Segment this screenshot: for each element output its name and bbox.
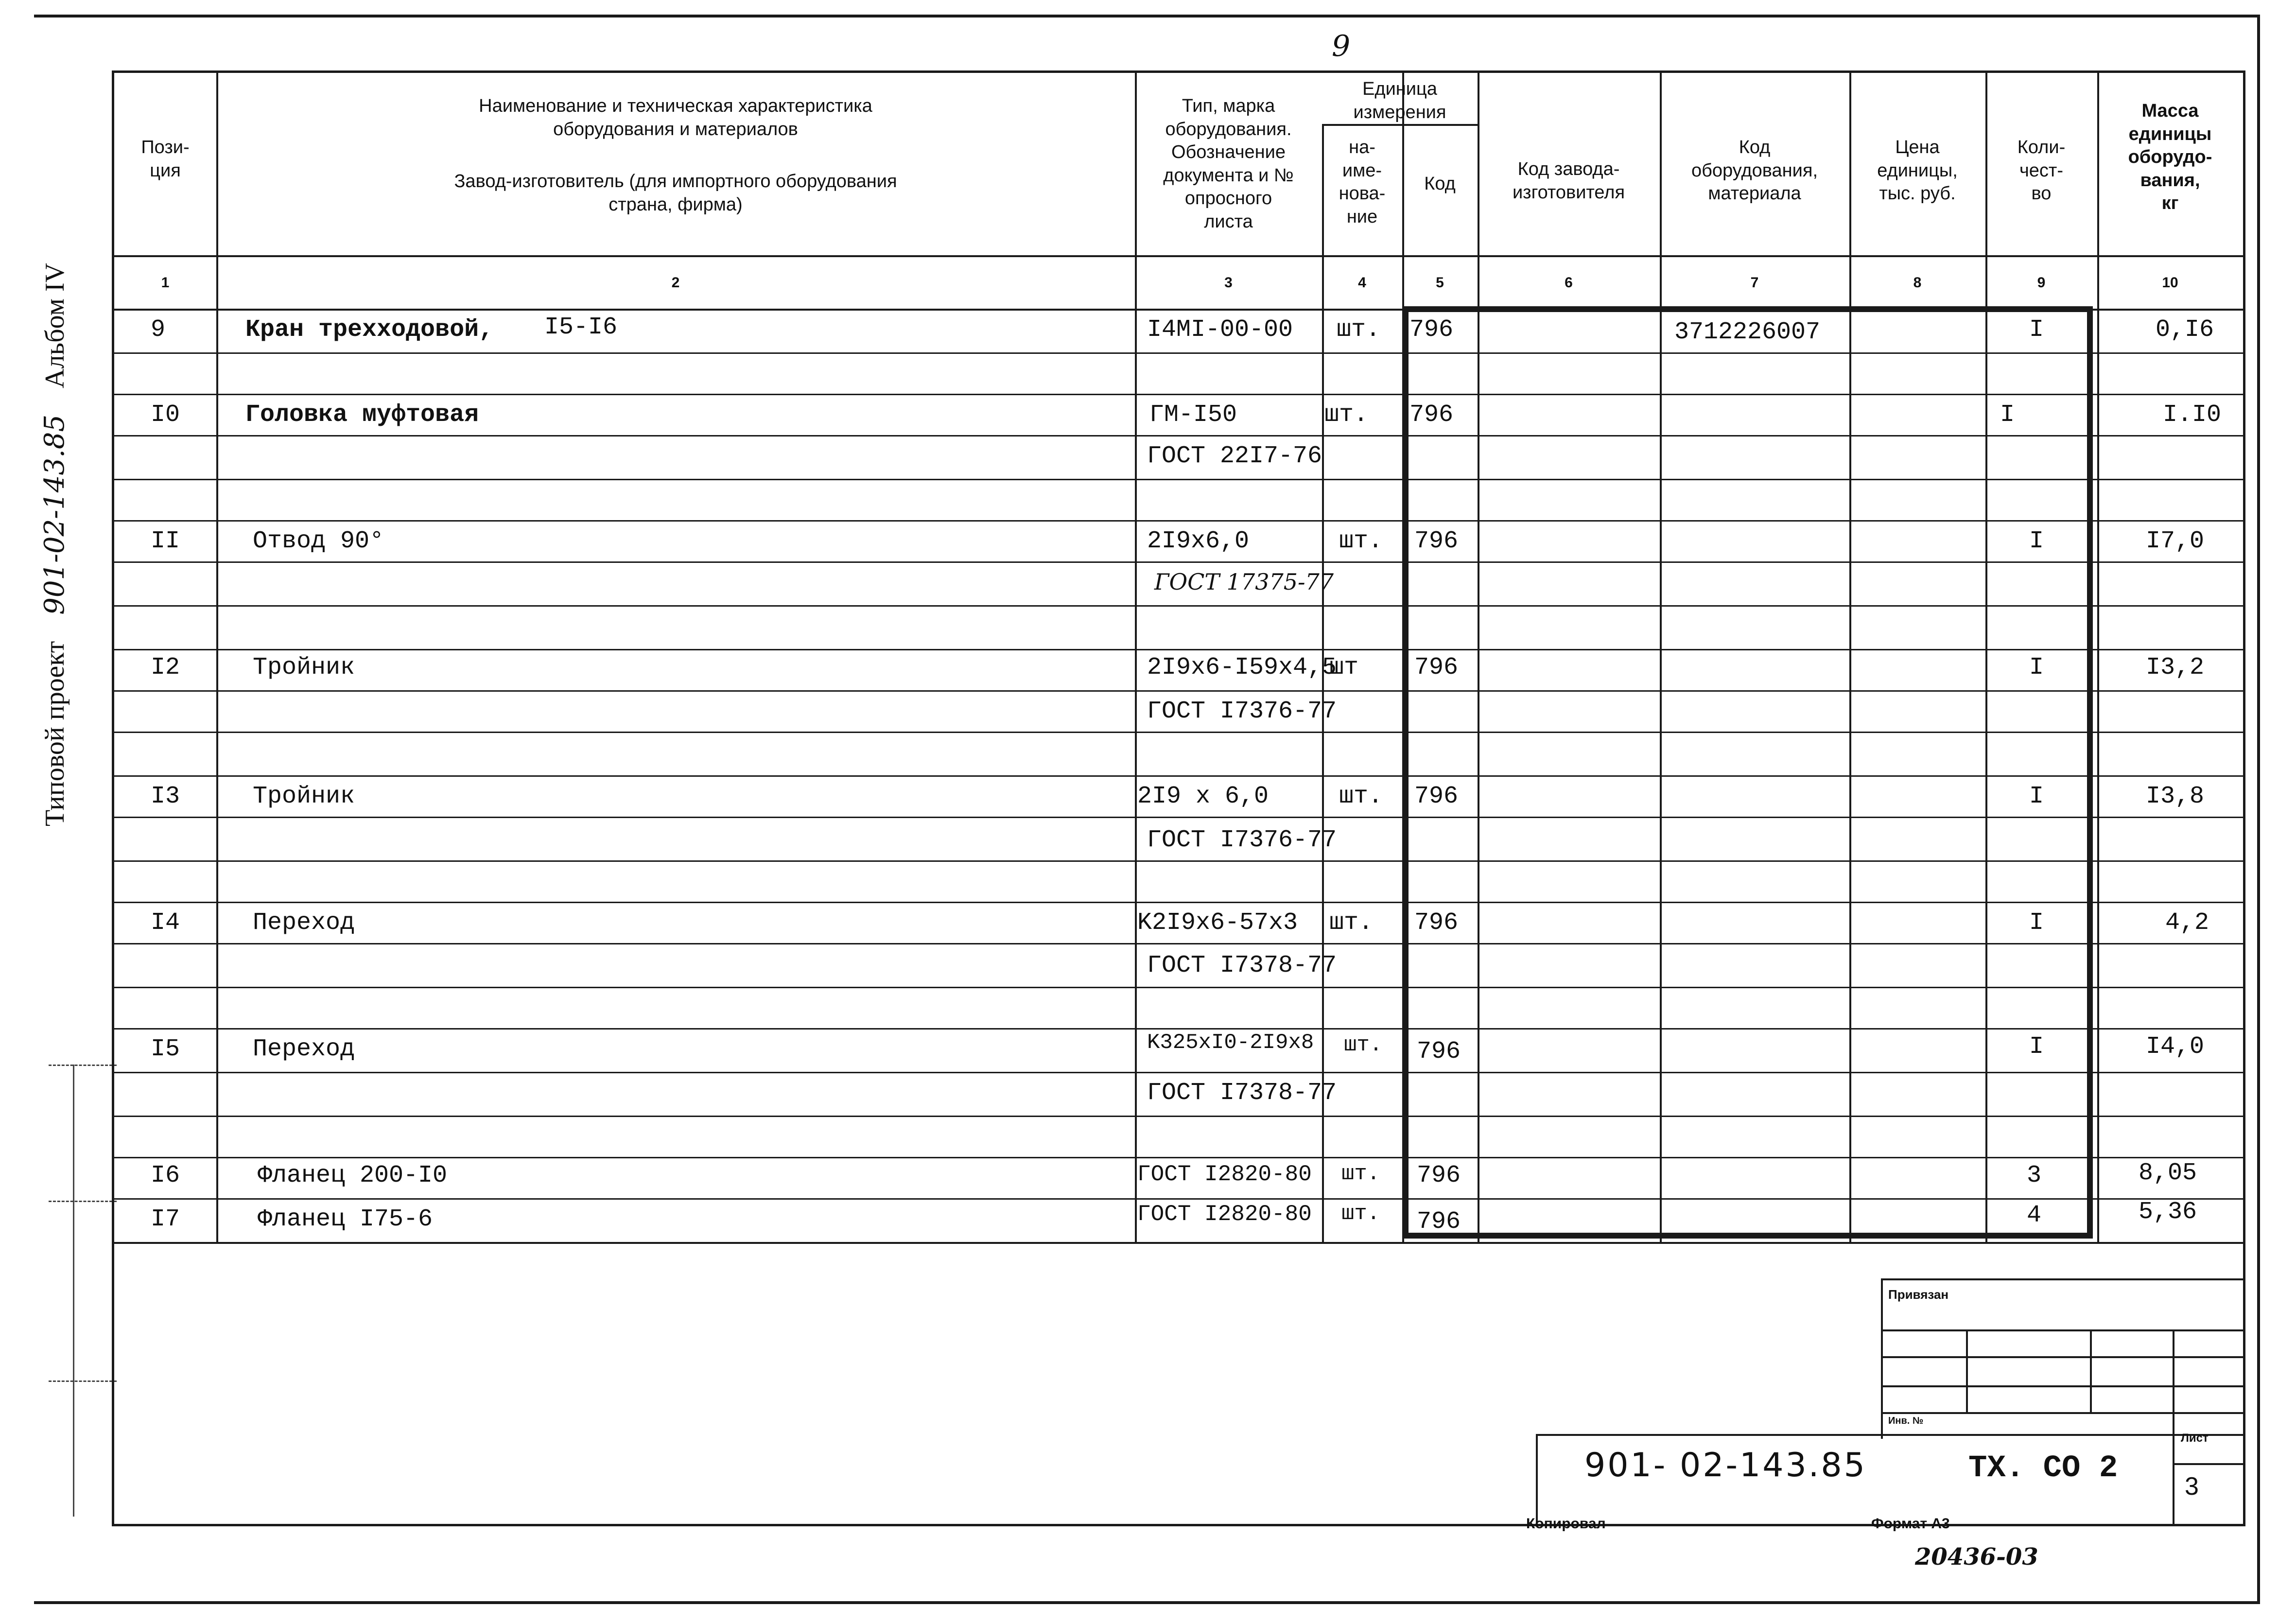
col-divider <box>2097 73 2099 1242</box>
row-code: 796 <box>1414 783 1459 810</box>
stamp-line <box>1536 1434 2245 1436</box>
stamp-line <box>1881 1385 2245 1387</box>
row-code: 796 <box>1417 1162 1461 1189</box>
row-unit: шт. <box>1329 909 1374 937</box>
row-pos: I7 <box>151 1205 180 1233</box>
row-type-standard: ГОСТ 17375-77 <box>1154 569 1334 595</box>
row-mass: I3,2 <box>2146 654 2205 681</box>
sheet-label: Лист <box>2181 1432 2209 1445</box>
row-name: Переход <box>253 1035 355 1063</box>
header-equipment-code: Код оборудования, материала <box>1691 137 1818 204</box>
row-type-standard: ГОСТ I7376-77 <box>1147 826 1337 854</box>
stamp-line <box>2173 1434 2174 1526</box>
row-qty: 3 <box>2027 1162 2042 1189</box>
row-code: 796 <box>1414 909 1459 937</box>
row-code: 796 <box>1414 527 1459 555</box>
header-manufacturer: Завод-изготовитель (для импортного оборудования страна, фирма) <box>454 171 897 215</box>
header-position: Пози- ция <box>141 137 190 181</box>
copied-label: Копировал <box>1526 1516 1606 1532</box>
row-name: Отвод 90° <box>253 527 384 555</box>
left-stub-line <box>49 1380 117 1382</box>
row-code: 796 <box>1417 1208 1461 1236</box>
row-type: 2I9x6-I59x4,5 <box>1147 654 1337 681</box>
row-name-extra: I5-I6 <box>544 314 618 341</box>
header-plant-code: Код завода- изготовителя <box>1512 159 1625 203</box>
row-pos: I5 <box>151 1035 180 1063</box>
colnum-5: 5 <box>1436 275 1444 291</box>
col-divider <box>1322 124 1324 1242</box>
colnum-3: 3 <box>1224 275 1233 291</box>
stamp-line <box>1536 1434 1538 1526</box>
row-type: I4MI-00-00 <box>1147 316 1293 344</box>
row-pos: I6 <box>151 1162 180 1189</box>
row-qty: 4 <box>2027 1202 2042 1229</box>
row-pos: I0 <box>151 401 180 429</box>
unit-header-divider <box>1322 124 1478 126</box>
row-qty: I <box>2029 316 2044 344</box>
row-type: 2I9 x 6,0 <box>1137 783 1269 810</box>
col-divider <box>216 73 218 1242</box>
row-code: 796 <box>1409 401 1454 429</box>
col-divider <box>1135 73 1137 1242</box>
frame-bottom-border <box>34 1601 2260 1604</box>
colnum-2: 2 <box>671 275 680 291</box>
colnum-9: 9 <box>2037 275 2046 291</box>
row-unit: шт. <box>1337 316 1381 344</box>
row-type-standard: ГОСТ 22I7-76 <box>1147 442 1322 470</box>
left-stub-line <box>49 1065 117 1066</box>
row-name: Фланец 200-I0 <box>258 1162 448 1189</box>
row-unit: шт. <box>1339 527 1383 555</box>
header-type: Тип, марка оборудования. Обозначение документа и № опросного листа <box>1163 96 1294 232</box>
stamp-line <box>1966 1329 1968 1412</box>
row-qty: I <box>2029 909 2044 937</box>
row-mass: I.I0 <box>2163 401 2222 429</box>
header-mass: Масса единицы оборудо- вания, кг <box>2128 101 2212 213</box>
side-caption <box>39 263 70 826</box>
row-mass: 4,2 <box>2165 909 2209 937</box>
header-name: Наименование и техническая характеристика оборудования и материалов <box>479 96 872 140</box>
row-qty: I <box>2029 1033 2044 1061</box>
stamp-line <box>1881 1412 2245 1414</box>
colnum-4: 4 <box>1358 275 1366 291</box>
colnum-10: 10 <box>2162 275 2178 291</box>
sheet-number: 3 <box>2185 1472 2199 1501</box>
row-type: K2I9x6-57x3 <box>1137 909 1298 937</box>
row-type-standard: ГОСТ I7376-77 <box>1147 698 1337 725</box>
row-unit: шт. <box>1344 1033 1383 1057</box>
row-type-standard: ГОСТ I7378-77 <box>1147 952 1337 979</box>
format-label: Формат А3 <box>1871 1516 1950 1532</box>
side-album: Альбом IV <box>40 262 70 388</box>
row-name: Кран трехходовой, <box>245 316 494 344</box>
row-qty: I <box>2029 783 2044 810</box>
left-stub-divider <box>73 1065 74 1517</box>
row-name: Переход <box>253 909 355 937</box>
header-price: Цена единицы, тыс. руб. <box>1877 137 1958 204</box>
inventory-number: 20436-03 <box>1915 1543 2038 1571</box>
row-type: ГМ-I50 <box>1149 401 1237 429</box>
row-qty: I <box>2000 401 2015 429</box>
colnum-8: 8 <box>1913 275 1922 291</box>
row-mass: 8,05 <box>2139 1159 2197 1187</box>
row-qty: I <box>2029 654 2044 681</box>
stamp-line <box>1881 1278 1883 1439</box>
stamp-line <box>1881 1278 2245 1280</box>
row-equipment-code: 3712226007 <box>1674 318 1821 346</box>
document-mark: ТХ. СО 2 <box>1968 1451 2118 1486</box>
attached-label: Привязан <box>1888 1287 1949 1302</box>
row-name: Тройник <box>253 654 355 681</box>
row-unit: шт. <box>1341 1202 1380 1226</box>
row-pos: I4 <box>151 909 180 937</box>
row-mass: I7,0 <box>2146 527 2205 555</box>
row-type-standard: ГОСТ I7378-77 <box>1147 1079 1337 1107</box>
row-code: 796 <box>1414 654 1459 681</box>
row-pos: II <box>151 527 180 555</box>
row-name: Тройник <box>253 783 355 810</box>
page-number: 9 <box>1332 29 1351 63</box>
row-mass: 0,I6 <box>2156 316 2214 344</box>
stamp-line <box>1881 1356 2245 1358</box>
inv-label: Инв. № <box>1888 1415 1924 1426</box>
row-type: ГОСТ I2820-80 <box>1137 1202 1312 1227</box>
colnum-6: 6 <box>1565 275 1573 291</box>
header-unit-name: на- име- нова- ние <box>1339 137 1386 227</box>
row-code: 796 <box>1409 316 1454 344</box>
row-mass: I3,8 <box>2146 783 2205 810</box>
row-type: ГОСТ I2820-80 <box>1137 1162 1312 1187</box>
header-quantity: Коли- чест- во <box>2017 137 2066 204</box>
frame-top-border <box>34 15 2260 17</box>
row-unit: шт <box>1329 654 1359 681</box>
stamp-line <box>2173 1329 2174 1439</box>
side-project: Типовой проект <box>40 641 70 826</box>
row-qty: I <box>2029 527 2044 555</box>
row-mass: 5,36 <box>2139 1198 2197 1226</box>
row-code: 796 <box>1417 1038 1461 1066</box>
row-mass: I4,0 <box>2146 1033 2205 1061</box>
colnum-1: 1 <box>161 275 170 291</box>
header-unit: Единица измерения <box>1353 79 1446 122</box>
row-pos: I2 <box>151 654 180 681</box>
row-unit: шт. <box>1341 1162 1380 1186</box>
stamp-line <box>2173 1463 2245 1465</box>
header-unit-code: Код <box>1424 174 1456 194</box>
row-unit: шт. <box>1339 783 1383 810</box>
stamp-line <box>2090 1329 2092 1412</box>
row-type: 2I9x6,0 <box>1147 527 1250 555</box>
row-name: Головка муфтовая <box>245 401 479 429</box>
row-unit: шт. <box>1324 401 1369 429</box>
row-name: Фланец I75-6 <box>258 1205 433 1233</box>
row-pos: 9 <box>151 316 166 344</box>
header-bottom-line <box>114 255 2243 257</box>
frame-right-border <box>2257 15 2260 1604</box>
document-code: 901- 02-143.85 <box>1584 1446 1867 1485</box>
table-body-bottom <box>114 1242 2243 1244</box>
stamp-line <box>1881 1329 2245 1331</box>
row-type: K325xI0-2I9x8 <box>1147 1031 1314 1055</box>
colnum-7: 7 <box>1750 275 1759 291</box>
row-pos: I3 <box>151 783 180 810</box>
highlight-frame <box>1403 306 2093 1239</box>
side-code: 901-02-143.85 <box>39 414 70 615</box>
left-stub-line <box>49 1201 117 1202</box>
